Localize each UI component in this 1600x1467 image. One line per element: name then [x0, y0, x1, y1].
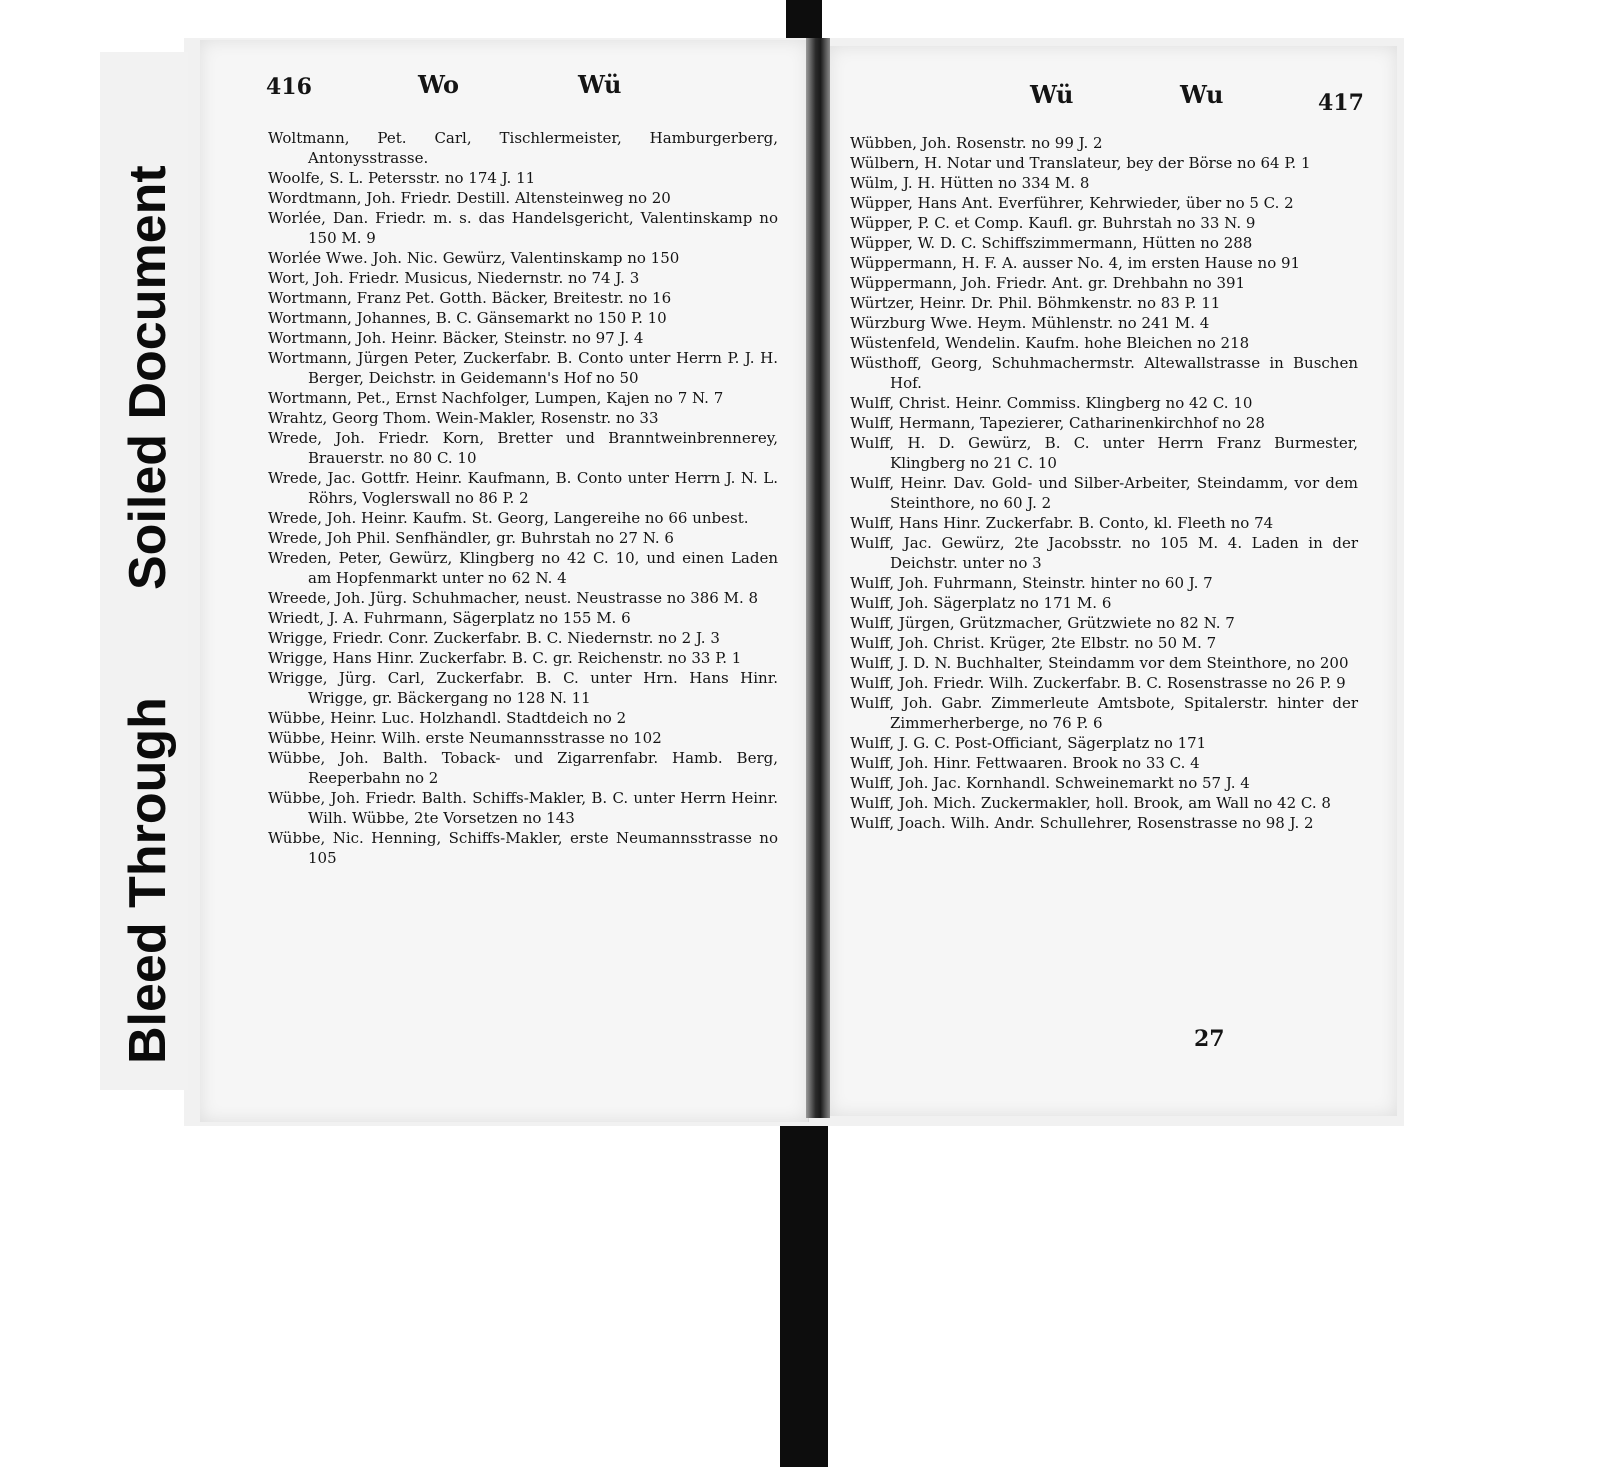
- directory-entry: Woolfe, S. L. Petersstr. no 174 J. 11: [268, 169, 536, 187]
- directory-entry: Wüpper, W. D. C. Schiffszimmermann, Hütten no 288: [850, 234, 1253, 252]
- directory-entry: Wulff, Hermann, Tapezierer, Catharinenkirchhof no 28: [850, 414, 1265, 432]
- directory-entry: Wulff, Jürgen, Grützmacher, Grützwiete no 82 N. 7: [850, 614, 1235, 632]
- directory-entry: Wulff, Christ. Heinr. Commiss. Klingberg no 42 C. 10: [850, 394, 1253, 412]
- directory-entry: Wulff, Hans Hinr. Zuckerfabr. B. Conto, kl. Fleeth no 74: [850, 514, 1274, 532]
- directory-entry: Wrigge, Jürg. Carl, Zuckerfabr. B. C. unter Hrn. Hans Hinr. Wrigge, gr. Bäckergang no 128 N. 11: [268, 669, 778, 707]
- directory-entry: Wort, Joh. Friedr. Musicus, Niedernstr. no 74 J. 3: [268, 269, 640, 287]
- directory-entry: Wreden, Peter, Gewürz, Klingberg no 42 C. 10, und einen Laden am Hopfenmarkt unter no 62 N. 4: [268, 549, 778, 587]
- directory-entry: Wulff, J. D. N. Buchhalter, Steindamm vor dem Steinthore, no 200: [850, 654, 1349, 672]
- directory-entry: Woltmann, Pet. Carl, Tischlermeister, Hamburgerberg, Antonysstrasse.: [268, 129, 778, 167]
- soiled-document-label: Soiled Document: [119, 165, 177, 590]
- directory-entry: Wüstenfeld, Wendelin. Kaufm. hohe Bleichen no 218: [850, 334, 1250, 352]
- directory-entry: Wülm, J. H. Hütten no 334 M. 8: [850, 174, 1090, 192]
- right-page-number: 417: [1318, 90, 1364, 116]
- right-entries-list: [850, 133, 1358, 833]
- directory-entry: Wulff, Jac. Gewürz, 2te Jacobsstr. no 105 M. 4. Laden in der Deichstr. unter no 3: [850, 534, 1358, 572]
- directory-entry: Wordtmann, Joh. Friedr. Destill. Altensteinweg no 20: [268, 189, 671, 207]
- left-header-first: Wo: [418, 70, 460, 99]
- directory-entry: Wübbe, Joh. Balth. Toback- und Zigarrenfabr. Hamb. Berg, Reeperbahn no 2: [268, 749, 778, 787]
- directory-entry: Wrede, Jac. Gottfr. Heinr. Kaufmann, B. Conto unter Herrn J. N. L. Röhrs, Voglerswall no 86 P. 2: [268, 469, 778, 507]
- directory-entry: Wulff, H. D. Gewürz, B. C. unter Herrn Franz Burmester, Klingberg no 21 C. 10: [850, 434, 1358, 472]
- directory-entry: Würzburg Wwe. Heym. Mühlenstr. no 241 M. 4: [850, 314, 1210, 332]
- directory-entry: Wübbe, Nic. Henning, Schiffs-Makler, erste Neumannsstrasse no 105: [268, 829, 778, 867]
- directory-entry: Wrigge, Friedr. Conr. Zuckerfabr. B. C. Niedernstr. no 2 J. 3: [268, 629, 720, 647]
- directory-entry: Würtzer, Heinr. Dr. Phil. Böhmkenstr. no 83 P. 11: [850, 294, 1221, 312]
- directory-entry: Wübben, Joh. Rosenstr. no 99 J. 2: [850, 134, 1103, 152]
- directory-entry: Wortmann, Pet., Ernst Nachfolger, Lumpen, Kajen no 7 N. 7: [268, 389, 724, 407]
- directory-entry: Wrede, Joh. Friedr. Korn, Bretter und Branntweinbrennerey, Brauerstr. no 80 C. 10: [268, 429, 778, 467]
- directory-entry: Wüpper, P. C. et Comp. Kaufl. gr. Buhrstah no 33 N. 9: [850, 214, 1256, 232]
- bleed-through-label: Bleed Through: [119, 697, 177, 1064]
- directory-entry: Wübbe, Joh. Friedr. Balth. Schiffs-Makler, B. C. unter Herrn Heinr. Wilh. Wübbe, 2te Vorsetzen no 143: [268, 789, 778, 827]
- directory-entry: Wüppermann, Joh. Friedr. Ant. gr. Drehbahn no 391: [850, 274, 1246, 292]
- left-entries-list: [268, 128, 778, 868]
- directory-entry: Wriedt, J. A. Fuhrmann, Sägerplatz no 155 M. 6: [268, 609, 631, 627]
- directory-entry: Wulff, Joh. Fuhrmann, Steinstr. hinter no 60 J. 7: [850, 574, 1213, 592]
- directory-entry: Wüsthoff, Georg, Schuhmachermstr. Altewallstrasse in Buschen Hof.: [850, 354, 1358, 392]
- directory-entry: Wreede, Joh. Jürg. Schuhmacher, neust. Neustrasse no 386 M. 8: [268, 589, 759, 607]
- directory-entry: Wrahtz, Georg Thom. Wein-Makler, Rosenstr. no 33: [268, 409, 659, 427]
- right-header-last: Wu: [1180, 80, 1224, 109]
- directory-entry: Wulff, Joh. Sägerplatz no 171 M. 6: [850, 594, 1112, 612]
- directory-entry: Wulff, Joach. Wilh. Andr. Schullehrer, Rosenstrasse no 98 J. 2: [850, 814, 1314, 832]
- directory-entry: Wortmann, Jürgen Peter, Zuckerfabr. B. Conto unter Herrn P. J. H. Berger, Deichstr. in Geidemann's Hof no 50: [268, 349, 778, 387]
- left-page-number: 416: [266, 74, 312, 100]
- directory-entry: Wrede, Joh. Heinr. Kaufm. St. Georg, Langereihe no 66 unbest.: [268, 509, 749, 527]
- directory-entry: Wübbe, Heinr. Wilh. erste Neumannsstrasse no 102: [268, 729, 662, 747]
- directory-entry: Wrede, Joh Phil. Senfhändler, gr. Buhrstah no 27 N. 6: [268, 529, 674, 547]
- book-gutter: [806, 38, 830, 1118]
- directory-entry: Worlée, Dan. Friedr. m. s. das Handelsgericht, Valentinskamp no 150 M. 9: [268, 209, 778, 247]
- directory-entry: Wulff, Heinr. Dav. Gold- und Silber-Arbeiter, Steindamm, vor dem Steinthore, no 60 J. 2: [850, 474, 1358, 512]
- directory-entry: Wulff, Joh. Jac. Kornhandl. Schweinemarkt no 57 J. 4: [850, 774, 1250, 792]
- directory-entry: Wulff, Joh. Gabr. Zimmerleute Amtsbote, Spitalerstr. hinter der Zimmerherberge, no 76 P. 6: [850, 694, 1358, 732]
- directory-entry: Wulff, Joh. Friedr. Wilh. Zuckerfabr. B. C. Rosenstrasse no 26 P. 9: [850, 674, 1346, 692]
- directory-entry: Wortmann, Johannes, B. C. Gänsemarkt no 150 P. 10: [268, 309, 667, 327]
- signature-mark: 27: [1194, 1026, 1225, 1052]
- right-header-first: Wü: [1030, 80, 1074, 109]
- directory-entry: Wulff, J. G. C. Post-Officiant, Sägerplatz no 171: [850, 734, 1207, 752]
- directory-entry: Wortmann, Franz Pet. Gotth. Bäcker, Breitestr. no 16: [268, 289, 672, 307]
- directory-entry: Wulff, Joh. Mich. Zuckermakler, holl. Brook, am Wall no 42 C. 8: [850, 794, 1331, 812]
- directory-entry: Wüpper, Hans Ant. Everführer, Kehrwieder, über no 5 C. 2: [850, 194, 1294, 212]
- directory-entry: Wortmann, Joh. Heinr. Bäcker, Steinstr. no 97 J. 4: [268, 329, 644, 347]
- directory-entry: Wulff, Joh. Hinr. Fettwaaren. Brook no 33 C. 4: [850, 754, 1200, 772]
- directory-entry: Wülbern, H. Notar und Translateur, bey der Börse no 64 P. 1: [850, 154, 1311, 172]
- directory-entry: Wulff, Joh. Christ. Krüger, 2te Elbstr. no 50 M. 7: [850, 634, 1217, 652]
- directory-entry: Wrigge, Hans Hinr. Zuckerfabr. B. C. gr. Reichenstr. no 33 P. 1: [268, 649, 742, 667]
- binding-clip-bottom: [780, 1122, 828, 1467]
- directory-entry: Worlée Wwe. Joh. Nic. Gewürz, Valentinskamp no 150: [268, 249, 680, 267]
- directory-entry: Wübbe, Heinr. Luc. Holzhandl. Stadtdeich no 2: [268, 709, 627, 727]
- directory-entry: Wüppermann, H. F. A. ausser No. 4, im ersten Hause no 91: [850, 254, 1301, 272]
- left-header-last: Wü: [578, 70, 622, 99]
